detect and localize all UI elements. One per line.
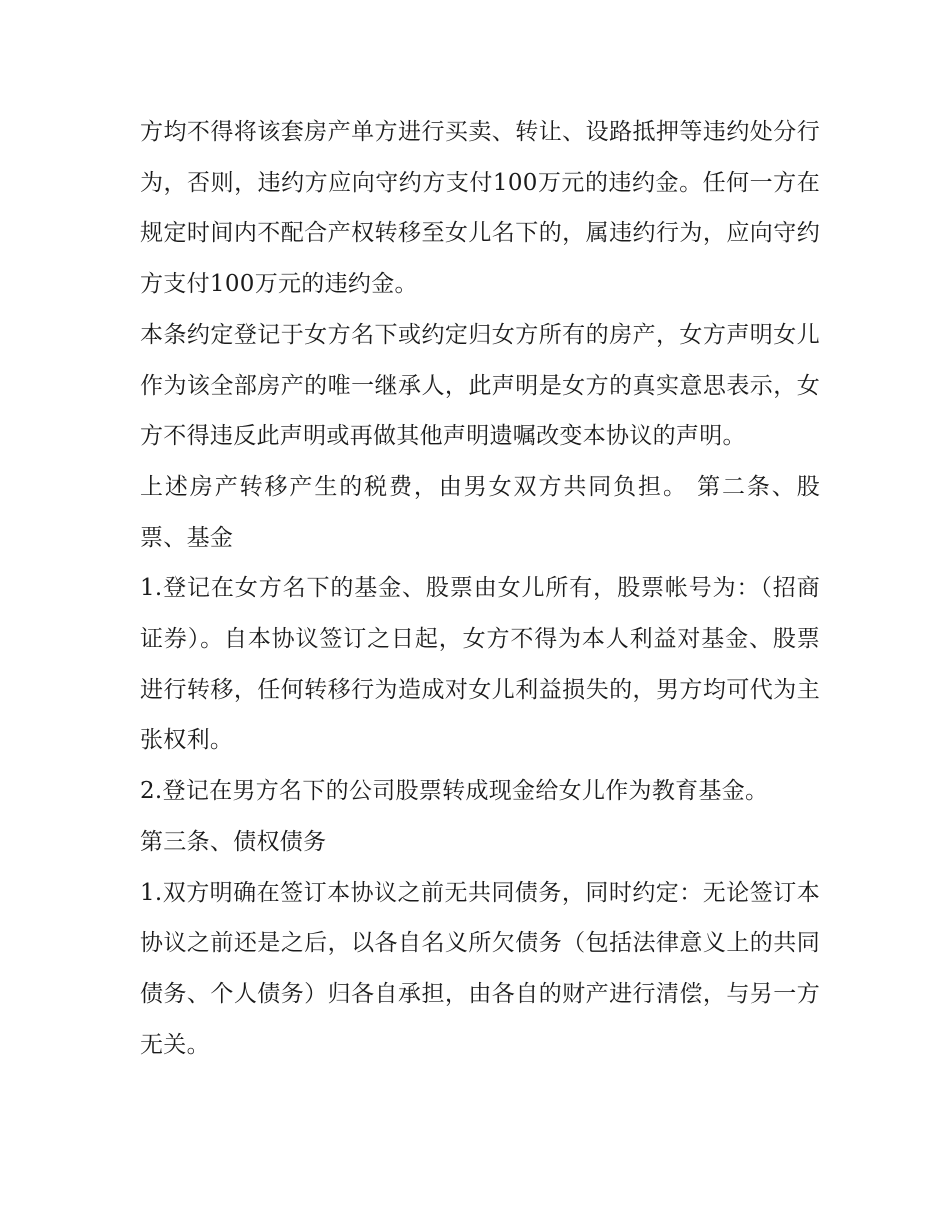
paragraph-male-stocks: 2.登记在男方名下的公司股票转成现金给女儿作为教育基金。 xyxy=(140,778,769,805)
heading-article-three: 第三条、债权债务 xyxy=(140,828,327,855)
paragraph-breach-penalty: 方均不得将该套房产单方进行买卖、转让、设路抵押等违约处分行为，否则，违约方应向守约方支付100万元的违约金。任何一方在规定时间内不配合产权转移至女儿名下的，属违约行为，应向守约方支付100万元的违约金。 xyxy=(140,119,820,298)
paragraph-tax-and-article-two: 上述房产转移产生的税费，由男女双方共同负担。 第二条、股票、基金 xyxy=(140,473,820,551)
paragraph-debts: 1.双方明确在签订本协议之前无共同债务，同时约定：无论签订本协议之前还是之后，以各自名义所欠债务（包括法律意义上的共同债务、个人债务）归各自承担，由各自的财产进行清偿，与另一方无关。 xyxy=(140,879,820,1058)
paragraph-heir-declaration: 本条约定登记于女方名下或约定归女方所有的房产，女方声明女儿作为该全部房产的唯一继承人，此声明是女方的真实意思表示，女方不得违反此声明或再做其他声明遗嘱改变本协议的声明。 xyxy=(140,321,820,450)
paragraph-female-stocks: 1.登记在女方名下的基金、股票由女儿所有，股票帐号为：（招商证券）。自本协议签订之日起，女方不得为本人利益对基金、股票进行转移，任何转移行为造成对女儿利益损失的，男方均可代为主张权利。 xyxy=(140,575,820,754)
document-body xyxy=(140,107,820,1070)
